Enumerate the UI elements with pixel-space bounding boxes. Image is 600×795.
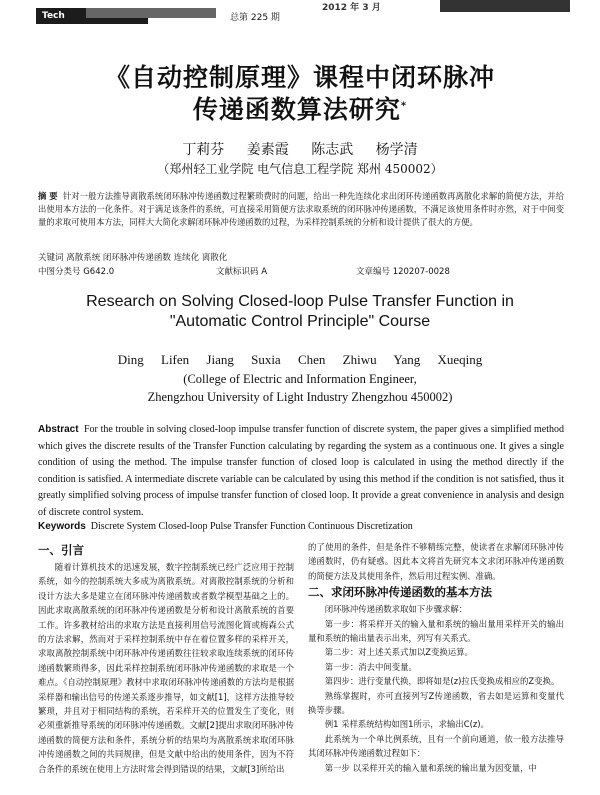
example-1: 例1 采样系统结构如图1所示，求输出C(z)。 <box>324 719 489 730</box>
affiliation-en-line2: Zhengzhou University of Light Industry Zhengzhou 450002) <box>147 390 453 404</box>
header-date: 2012 年 3 月 <box>322 3 381 13</box>
title-cn-line1: 《自动控制原理》课程中闭环脉冲 <box>104 63 495 92</box>
method-step-3: 第一步：消去中间变量。 <box>324 661 417 672</box>
classification-row <box>38 265 564 277</box>
example-1-step: 第一步 以采样开关的输入量和系统的输出量为因变量，中 <box>324 762 537 773</box>
abstract-en-label: Abstract <box>38 424 79 435</box>
doc-code: 文献标识码 A <box>216 267 268 277</box>
title-en-line2: "Automatic Control Principle" Course <box>169 313 431 330</box>
intro-section <box>38 542 294 785</box>
authors-cn: 丁莉芬 姜素霞 陈志武 杨学清 <box>182 142 418 158</box>
header-right-block <box>440 0 570 12</box>
keywords-en-label: Keywords <box>38 521 86 532</box>
abstract-en <box>38 422 564 521</box>
keywords-en <box>38 521 413 532</box>
title-en-line1: Research on Solving Closed-loop Pulse Transfer Function in <box>86 293 514 310</box>
intro-text: 随着计算机技术的迅速发展，数字控制系统已经广泛应用于控制系统，如今的控制系统大多成为离散系统。对离散控制系统的分析和设计方法大多是建立在闭环脉冲传递函数或者数学模型基础之上的。因此求取离散系统的闭环脉冲传递函数是分析和设计离散系统的首要工作。许多教材给出的求取方法是直接利用信号流图化简或梅森公式的方法求解，然而对于采样控制系统中存在着位置多样的采样开关，求取离散控制系统中闭环脉冲传递函数往往较求取连续系统的闭环传递函数繁琐得多，因此采样控制系统闭环脉冲传递函数的求取是一个难点。《自动控制原理》教材中求取闭环脉冲传递函数的方法均是根据采样器和输出信号的传递关系逐步推导，如文献[1]，这样方法推导较繁琐，并且对于相同结构的系统，若采样开关的位置发生了变化，则必须重新推导系统的闭环脉冲传递函数。文献[2]提出求取闭环脉冲传递函数的简便方法和条件，系统分析的结果均为离散系统求取闭环脉冲传递函数之间的共同规律，但是文献中给出的使用条件，因为不符合条件的系统在使用上方法时常会得到错误的结果，文献[3]所给出 <box>38 562 294 774</box>
method-heading: 二、求闭环脉冲传递函数的基本方法 <box>308 585 492 600</box>
abstract-cn <box>38 190 564 229</box>
title-cn-line2 <box>0 90 600 126</box>
header-smudge <box>86 8 216 18</box>
title-footnote-mark: * <box>400 100 408 112</box>
method-step-2: 第二步：对上述关系式加以Z变换运算。 <box>324 647 473 658</box>
issue-number: 总第 225 期 <box>230 13 280 23</box>
intro-continued: 的了使用的条件，但是条件不够精练完整，使读者在求解闭环脉冲传递函数时，仍有疑惑。因此本文将首先研究本文求闭环脉冲传递函数的简便方法及其使用条件，然后用过程实例、准确。 <box>308 542 564 581</box>
keywords-en-text: Discrete System Closed-loop Pulse Transfer Function Continuous Discretization <box>90 521 413 532</box>
intro-heading: 一、引言 <box>38 543 84 557</box>
method-note: 熟练掌握时，亦可直接列写Z传递函数，省去如是运算和变量代换等步骤。 <box>308 690 564 716</box>
title-cn-line2-text: 传递函数算法研究 <box>192 95 401 124</box>
affiliation-cn: （郑州轻工业学院 电气信息工程学院 郑州 450002） <box>157 162 443 176</box>
abstract-en-text: For the trouble in solving closed-loop impulse transfer function of discrete system, the paper gives a simplified method which gives the discrete results of the Transfer Function calculating by regarding the system as a continuous one. It gives a single condition of using the method. The impulse transfer function of closed loop is calculated in using the method directly if the condition is satisfied. A intermediate discrete variable can be calculated by using this method if the condition is not satisfied, thus it greatly simplified solving process of impulse transfer function of closed loop. It provide a great convenience in analysis and design of discrete control system. <box>38 424 564 518</box>
method-step-1: 第一步：将采样开关的输入量和系统的输出量用采样开关的输出量和系统的输出量表示出来，列写有关系式。 <box>308 618 564 644</box>
authors-en: Ding Lifen Jiang Suxia Chen Zhiwu Yang Xueqing <box>117 352 483 367</box>
keywords-cn: 关键词 离散系统 闭环脉冲传递函数 连续化 离散化 <box>38 253 228 263</box>
method-step-4: 第四步：进行变量代换，即将如是(z)拉氏变换成相应的Z变换。 <box>324 676 560 687</box>
abstract-cn-text: 针对一般方法推导离散系统闭环脉冲传递函数过程繁琐费时的问题，给出一种先连续化求出闭环传递函数再离散化求解的简便方法，并给出使用本方法的一化条件。对于满足该条件的系统，可直接采用简便方法求取系统的闭环脉冲传递函数，不满足该使用条件时亦然，对于中间变量的求取可使用本方法，同样大大简化求解闭环脉冲传递函数的过程，为采样控制系统的分析和设计提供了很大的方便。 <box>38 191 565 227</box>
example-1-text: 此系统为一个单比例系统，且有一个前向通道，依一般方法推导其闭环脉冲传递函数过程如下： <box>308 733 564 759</box>
article-number: 文章编号 120207-0028 <box>356 267 450 277</box>
abstract-cn-label: 摘 要 <box>38 191 58 201</box>
right-column <box>308 540 564 775</box>
section-tag: Tech <box>36 8 148 24</box>
method-step-intro: 闭环脉冲传递函数求取如下步骤求解： <box>324 604 468 615</box>
affiliation-en-line1: (College of Electric and Information Engineer, <box>183 372 417 386</box>
clc-number: 中图分类号 G642.0 <box>38 267 115 277</box>
